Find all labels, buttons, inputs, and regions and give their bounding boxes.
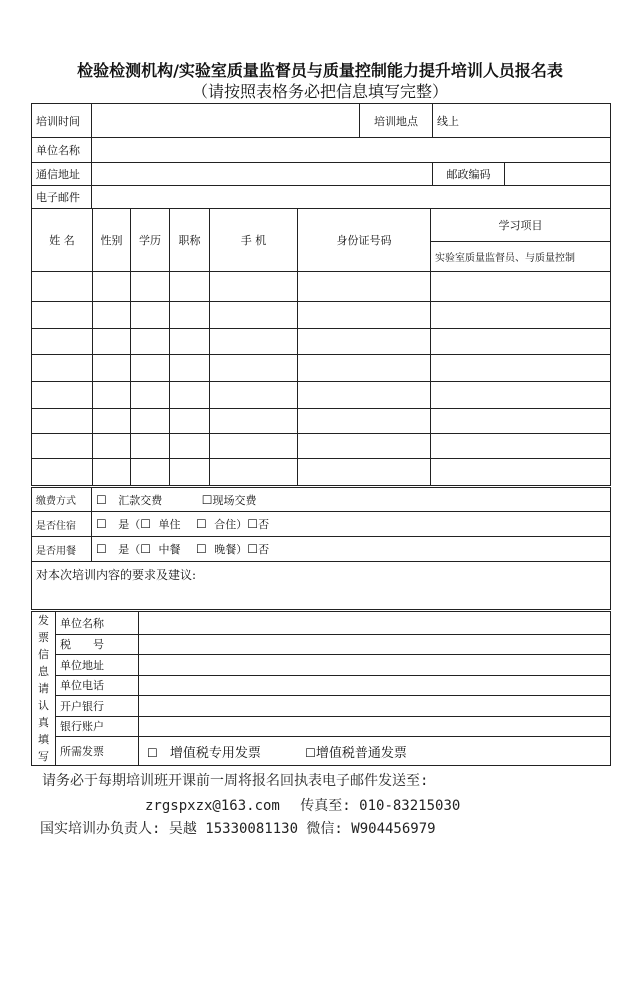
participant-row [32,302,611,329]
payment-remit-checkbox[interactable]: ☐ [96,492,107,507]
participant-gender-cell[interactable] [93,434,131,459]
invoice-normal-text: 增值税普通发票 [315,745,407,761]
participant-id-number-cell[interactable] [298,409,431,434]
lodging-single-checkbox[interactable]: ☐ [140,517,152,531]
invoice-side-char: 填 [38,733,49,746]
participant-id-number-cell[interactable] [298,459,431,486]
training-time-field[interactable] [92,104,360,138]
header-education: 学历 [131,209,170,272]
participant-education-cell[interactable] [131,382,170,409]
participant-name-cell[interactable] [32,434,93,459]
lodging-no-checkbox[interactable]: ☐ [247,517,259,531]
address-label: 通信地址 [32,163,92,186]
invoice-bank-field[interactable] [139,696,611,717]
meal-lunch-checkbox[interactable]: ☐ [140,542,152,556]
invoice-unit-label: 单位名称 [56,612,139,635]
participant-name-cell[interactable] [32,302,93,329]
invoice-side-char: 请 [38,682,49,695]
payment-label: 缴费方式 [32,488,92,512]
suggestion-label: 对本次培训内容的要求及建议: [36,568,197,582]
participant-id-number-cell[interactable] [298,355,431,382]
invoice-side-char: 写 [38,750,49,763]
basic-info-table [31,103,611,209]
participant-gender-cell[interactable] [93,409,131,434]
invoice-side-char: 票 [38,631,49,644]
meal-lunch-text: 中餐 [158,543,181,556]
participant-title-cell[interactable] [170,434,210,459]
meal-yes-checkbox[interactable]: ☐ [96,542,107,556]
participant-row [32,409,611,434]
participant-education-cell[interactable] [131,329,170,355]
options-table [31,487,611,610]
invoice-phone-label: 单位电话 [56,675,139,696]
participant-phone-cell[interactable] [210,355,298,382]
form-title: 检验检测机构/实验室质量监督员与质量控制能力提升培训人员报名表 [77,61,563,80]
participant-education-cell[interactable] [131,272,170,302]
participant-gender-cell[interactable] [93,329,131,355]
footer-fax: 传真至: 010-83215030 [300,798,461,814]
participant-id-number-cell[interactable] [298,434,431,459]
lodging-single-text: 单住 [158,518,181,531]
participant-education-cell[interactable] [131,355,170,382]
invoice-special-checkbox[interactable]: ☐ [147,745,158,760]
meal-no-text: 否 [258,543,270,556]
invoice-tax-field[interactable] [139,634,611,655]
meal-no-checkbox[interactable]: ☐ [247,542,259,556]
postcode-field[interactable] [505,163,611,186]
invoice-side-char: 发 [38,614,49,627]
invoice-account-field[interactable] [139,716,611,737]
participant-row [32,355,611,382]
participant-phone-cell[interactable] [210,272,298,302]
footer-email[interactable]: zrgspxzx@163.com [145,798,280,814]
meal-label: 是否用餐 [32,537,92,562]
participant-name-cell[interactable] [32,459,93,486]
participant-name-cell[interactable] [32,329,93,355]
participant-phone-cell[interactable] [210,459,298,486]
participant-title-cell[interactable] [170,272,210,302]
invoice-account-label: 银行账户 [56,716,139,737]
participant-id-number-cell[interactable] [298,382,431,409]
invoice-side-char: 认 [38,699,49,712]
header-phone: 手 机 [210,209,298,272]
participant-gender-cell[interactable] [93,382,131,409]
participant-row [32,434,611,459]
invoice-side-char: 真 [38,716,49,729]
suggestion-field[interactable] [32,562,611,610]
header-id-number: 身份证号码 [298,209,431,272]
participant-row [32,272,611,302]
meal-dinner-checkbox[interactable]: ☐ [196,542,207,556]
payment-onsite-text: 现场交费 [212,493,257,507]
unit-name-field[interactable] [92,138,611,163]
participant-title-cell[interactable] [170,329,210,355]
study-course-label: 实验室质量监督员、与质量控制 [431,242,611,272]
participant-rows [32,272,611,486]
invoice-normal-checkbox[interactable]: ☐ [305,745,316,760]
participant-study-cell[interactable] [431,382,611,409]
participant-gender-cell[interactable] [93,459,131,486]
training-time-label: 培训时间 [32,104,92,138]
payment-remit-text: 汇款交费 [118,493,163,507]
lodging-label: 是否住宿 [32,512,92,537]
participant-title-cell[interactable] [170,459,210,486]
invoice-unit-field[interactable] [139,612,611,635]
participant-gender-cell[interactable] [93,302,131,329]
invoice-side-char: 息 [38,665,49,678]
participant-study-cell[interactable] [431,355,611,382]
participant-row [32,329,611,355]
participant-study-cell[interactable] [431,272,611,302]
lodging-yes-checkbox[interactable]: ☐ [96,517,107,531]
invoice-need-label: 所需发票 [56,737,139,766]
training-place-value[interactable]: 线上 [433,104,611,138]
participant-phone-cell[interactable] [210,302,298,329]
participant-id-number-cell[interactable] [298,302,431,329]
invoice-phone-field[interactable] [139,675,611,696]
participant-study-cell[interactable] [431,302,611,329]
participant-phone-cell[interactable] [210,329,298,355]
participant-title-cell[interactable] [170,302,210,329]
address-field[interactable] [92,163,433,186]
lodging-yes-text: 是（ [118,518,141,531]
invoice-bank-label: 开户银行 [56,696,139,717]
participant-study-cell[interactable] [431,329,611,355]
email-field[interactable] [92,186,611,209]
postcode-label: 邮政编码 [433,163,505,186]
invoice-side-text [32,612,55,765]
invoice-tax-label: 税 号 [56,634,139,655]
invoice-side-char: 信 [38,648,49,661]
participant-row [32,382,611,409]
participant-education-cell[interactable] [131,302,170,329]
invoice-address-field[interactable] [139,655,611,676]
participant-study-cell[interactable] [431,434,611,459]
training-place-label: 培训地点 [360,104,433,138]
meal-dinner-text: 晚餐） [214,543,248,556]
participant-gender-cell[interactable] [93,355,131,382]
footer-responsible: 国实培训办负责人: 吴越 15330081130 微信: W904456979 [40,821,436,837]
participants-table [31,208,611,486]
unit-name-label: 单位名称 [32,138,92,163]
footer-contact [145,795,460,815]
invoice-special-text: 增值税专用发票 [169,745,261,761]
participant-id-number-cell[interactable] [298,272,431,302]
participant-phone-cell[interactable] [210,434,298,459]
participant-row [32,459,611,486]
participant-title-cell[interactable] [170,409,210,434]
participant-title-cell[interactable] [170,355,210,382]
participant-phone-cell[interactable] [210,409,298,434]
participant-name-cell[interactable] [32,382,93,409]
email-label: 电子邮件 [32,186,92,209]
participant-education-cell[interactable] [131,409,170,434]
payment-onsite-checkbox[interactable]: ☐ [201,492,213,507]
footer-instruction: 请务必于每期培训班开课前一周将报名回执表电子邮件发送至: [42,773,429,789]
invoice-table [31,611,611,766]
header-name: 姓 名 [32,209,93,272]
invoice-address-label: 单位地址 [56,655,139,676]
participant-study-cell[interactable] [431,459,611,486]
header-study-project: 学习项目 [431,209,611,242]
participant-education-cell[interactable] [131,459,170,486]
participant-phone-cell[interactable] [210,382,298,409]
participant-name-cell[interactable] [32,409,93,434]
lodging-no-text: 否 [258,518,270,531]
participant-title-cell[interactable] [170,382,210,409]
participant-name-cell[interactable] [32,355,93,382]
participant-education-cell[interactable] [131,434,170,459]
lodging-shared-checkbox[interactable]: ☐ [196,517,207,531]
form-subtitle: （请按照表格务必把信息填写完整） [191,82,448,101]
participant-study-cell[interactable] [431,409,611,434]
meal-yes-text: 是（ [118,543,141,556]
lodging-shared-text: 合住） [214,518,248,531]
participant-name-cell[interactable] [32,272,93,302]
participant-id-number-cell[interactable] [298,329,431,355]
invoice-side-label [32,612,56,766]
participant-gender-cell[interactable] [93,272,131,302]
header-gender: 性别 [93,209,131,272]
header-title: 职称 [170,209,210,272]
